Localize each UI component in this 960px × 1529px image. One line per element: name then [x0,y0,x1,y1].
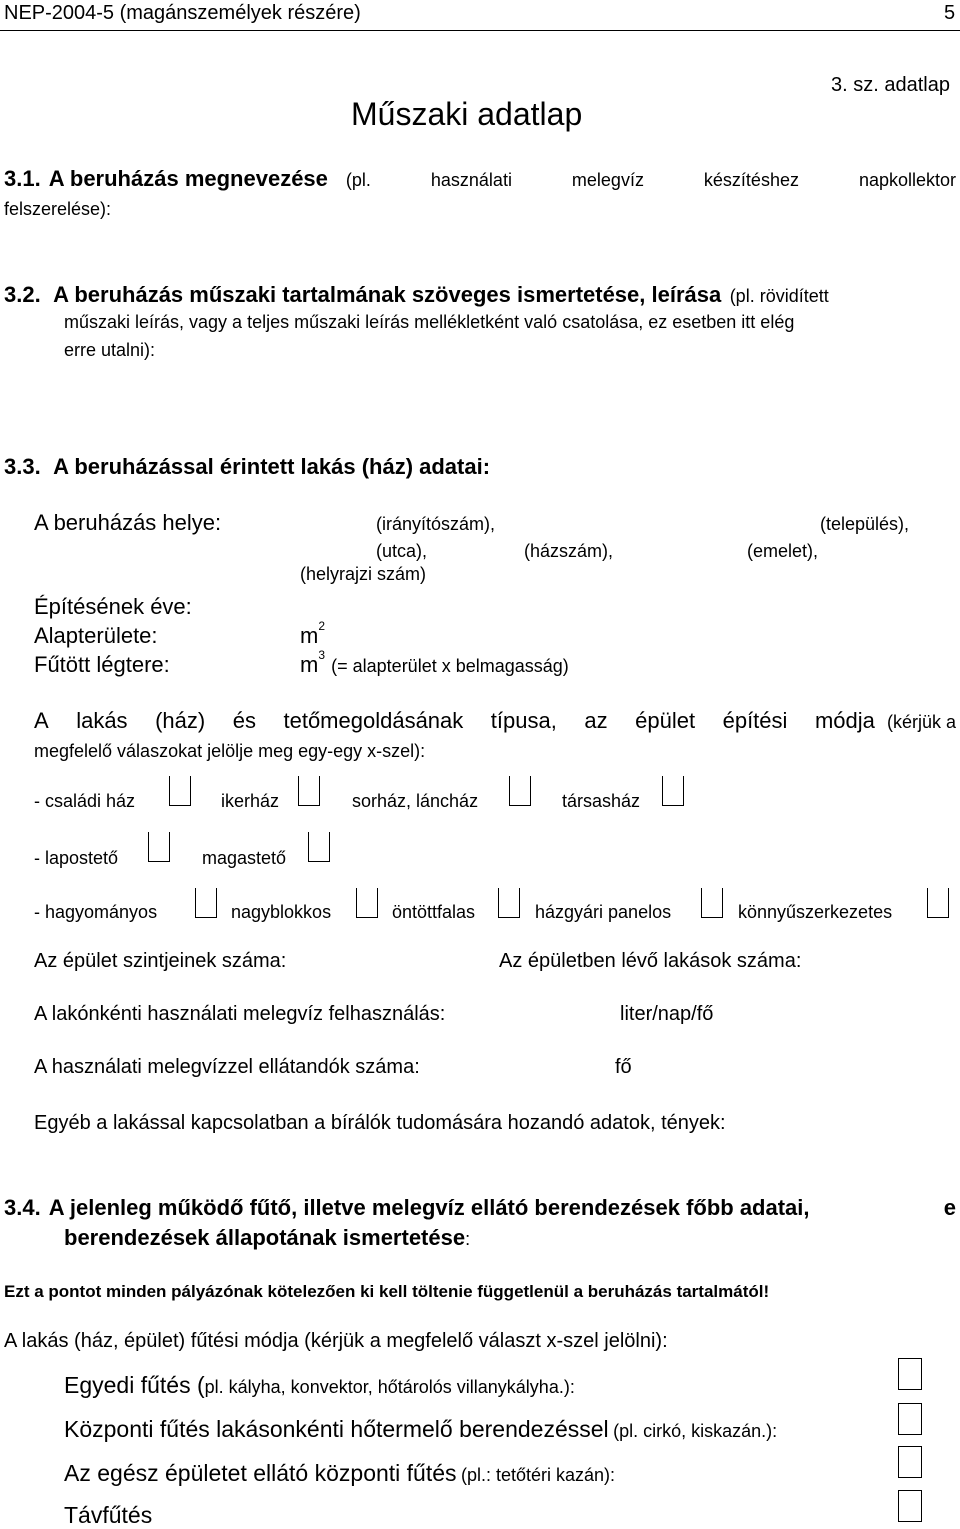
checkbox-building-central[interactable] [898,1446,922,1478]
option-row-house: sorház, láncház [352,791,479,811]
section-3-3 [4,454,490,480]
heated-volume-unit: $m^3$ (= alapterület x belmagasság) [300,648,569,677]
checkbox-pitched-roof[interactable] [308,832,330,862]
section-3-2 [4,282,829,308]
section-hint: (pl. rövidített [729,286,829,306]
persons-unit: fő [615,1056,632,1078]
checkbox-traditional[interactable] [195,888,217,918]
checkbox-prefab-panel[interactable] [701,888,723,918]
section-number: 3.1. [4,166,41,191]
street-label: (utca), [376,541,428,561]
lot-number-label: (helyrajzi szám) [300,564,427,584]
built-year-label: Építésének éve: [34,594,192,619]
checkbox-semi-detached[interactable] [298,776,320,806]
checkbox-district-heating[interactable] [898,1490,922,1522]
option-semi-detached: ikerház [221,791,280,811]
other-info-label: Egyéb a lakással kapcsolatban a bírálók tudomására hozandó adatok, tények: [34,1112,726,1134]
building-type-hint: megfelelő válaszokat jelölje meg egy-egy x-szel): [34,741,426,761]
section-heading: A jelenleg működő fűtő, illetve melegvíz ellátó berendezések főbb adatai, e [48,1195,956,1220]
floor-label: (emelet), [747,541,819,561]
section-hint-line: műszaki leírás, vagy a teljes műszaki leírás mellékletként való csatolása, ez esetben itt elég [64,312,795,332]
checkbox-lightweight[interactable] [927,888,949,918]
section-heading: A beruházás megnevezése [48,166,328,191]
levels-label: Az épület szintjeinek száma: [34,950,287,972]
heating-option-district: Távfűtés [64,1502,153,1528]
option-flat-roof: - lapostető [34,848,119,868]
checkbox-condominium[interactable] [662,776,684,806]
header-rule [0,30,960,31]
checkbox-row-house[interactable] [509,776,531,806]
floor-area-unit: $m^2$ [300,619,326,648]
checkbox-large-block[interactable] [356,888,378,918]
building-type-intro: A lakás (ház) és tetőmegoldásának típusa, az épület építési módja (kérjük a [34,708,956,733]
section-heading: A beruházás műszaki tartalmának szöveges ismertetése, leírása [53,282,722,307]
option-prefab-panel: házgyári panelos [535,902,672,922]
section-heading: A beruházással érintett lakás (ház) adatai: [53,454,491,479]
sheet-label: 3. sz. adatlap [831,74,950,96]
location-label: A beruházás helye: [34,510,222,535]
section-3-4: 3.4. A jelenleg működő fűtő, illetve melegvíz ellátó berendezések főbb adatai, e [4,1195,956,1220]
checkbox-per-flat-central[interactable] [898,1403,922,1435]
option-cast-wall: öntöttfalas [392,902,476,922]
option-condominium: társasház [562,791,641,811]
document-header: NEP-2004-5 (magánszemélyek részére) [4,2,361,24]
option-lightweight: könnyűszerkezetes [738,902,893,922]
heating-option-building-central: Az egész épületet ellátó központi fűtés (pl.: tetőtéri kazán): [64,1460,616,1486]
section-hint-line: erre utalni): [64,340,156,360]
page-title: Műszaki adatlap [351,96,583,132]
heated-volume-label: Fűtött légtere: [34,652,170,677]
checkbox-cast-wall[interactable] [498,888,520,918]
persons-label: A használati melegvízzel ellátandók száma: [34,1056,420,1078]
section-3-1 [4,166,956,192]
floor-area-label: Alapterülete: [34,623,158,648]
option-traditional: - hagyományos [34,902,158,922]
option-pitched-roof: magastető [202,848,287,868]
page-number: 5 [944,2,956,24]
section-number: 3.2. [4,282,41,307]
heating-option-per-flat-central: Központi fűtés lakásonkénti hőtermelő berendezéssel (pl. cirkó, kiskazán.): [64,1416,778,1442]
hot-water-use-unit: liter/nap/fő [620,1003,714,1025]
house-number-label: (házszám), [524,541,614,561]
city-label: (település), [820,514,910,534]
section-hint: (pl. használati melegvíz készítéshez napkollektor [345,170,956,190]
mandatory-note: Ezt a pontot minden pályázónak kötelezően ki kell töltenie függetlenül a beruházás tartalmától! [4,1282,770,1301]
zip-label: (irányítószám), [376,514,496,534]
heating-option-individual: Egyedi fűtés (pl. kályha, konvektor, hőtárolós villanykályha.): [64,1372,575,1398]
section-hint-cont: felszerelése): [4,199,112,219]
checkbox-family-house[interactable] [169,776,191,806]
option-family-house: - családi ház [34,791,136,811]
section-heading-cont: berendezések állapotának ismertetése: [64,1225,471,1250]
hot-water-use-label: A lakónkénti használati melegvíz felhasználás: [34,1003,446,1025]
checkbox-individual-heating[interactable] [898,1358,922,1390]
heating-mode-intro: A lakás (ház, épület) fűtési módja (kérjük a megfelelő választ x-szel jelölni): [4,1330,668,1352]
option-large-block: nagyblokkos [231,902,332,922]
flats-count-label: Az épületben lévő lakások száma: [499,950,802,972]
section-number: 3.3. [4,454,41,479]
checkbox-flat-roof[interactable] [148,832,170,862]
